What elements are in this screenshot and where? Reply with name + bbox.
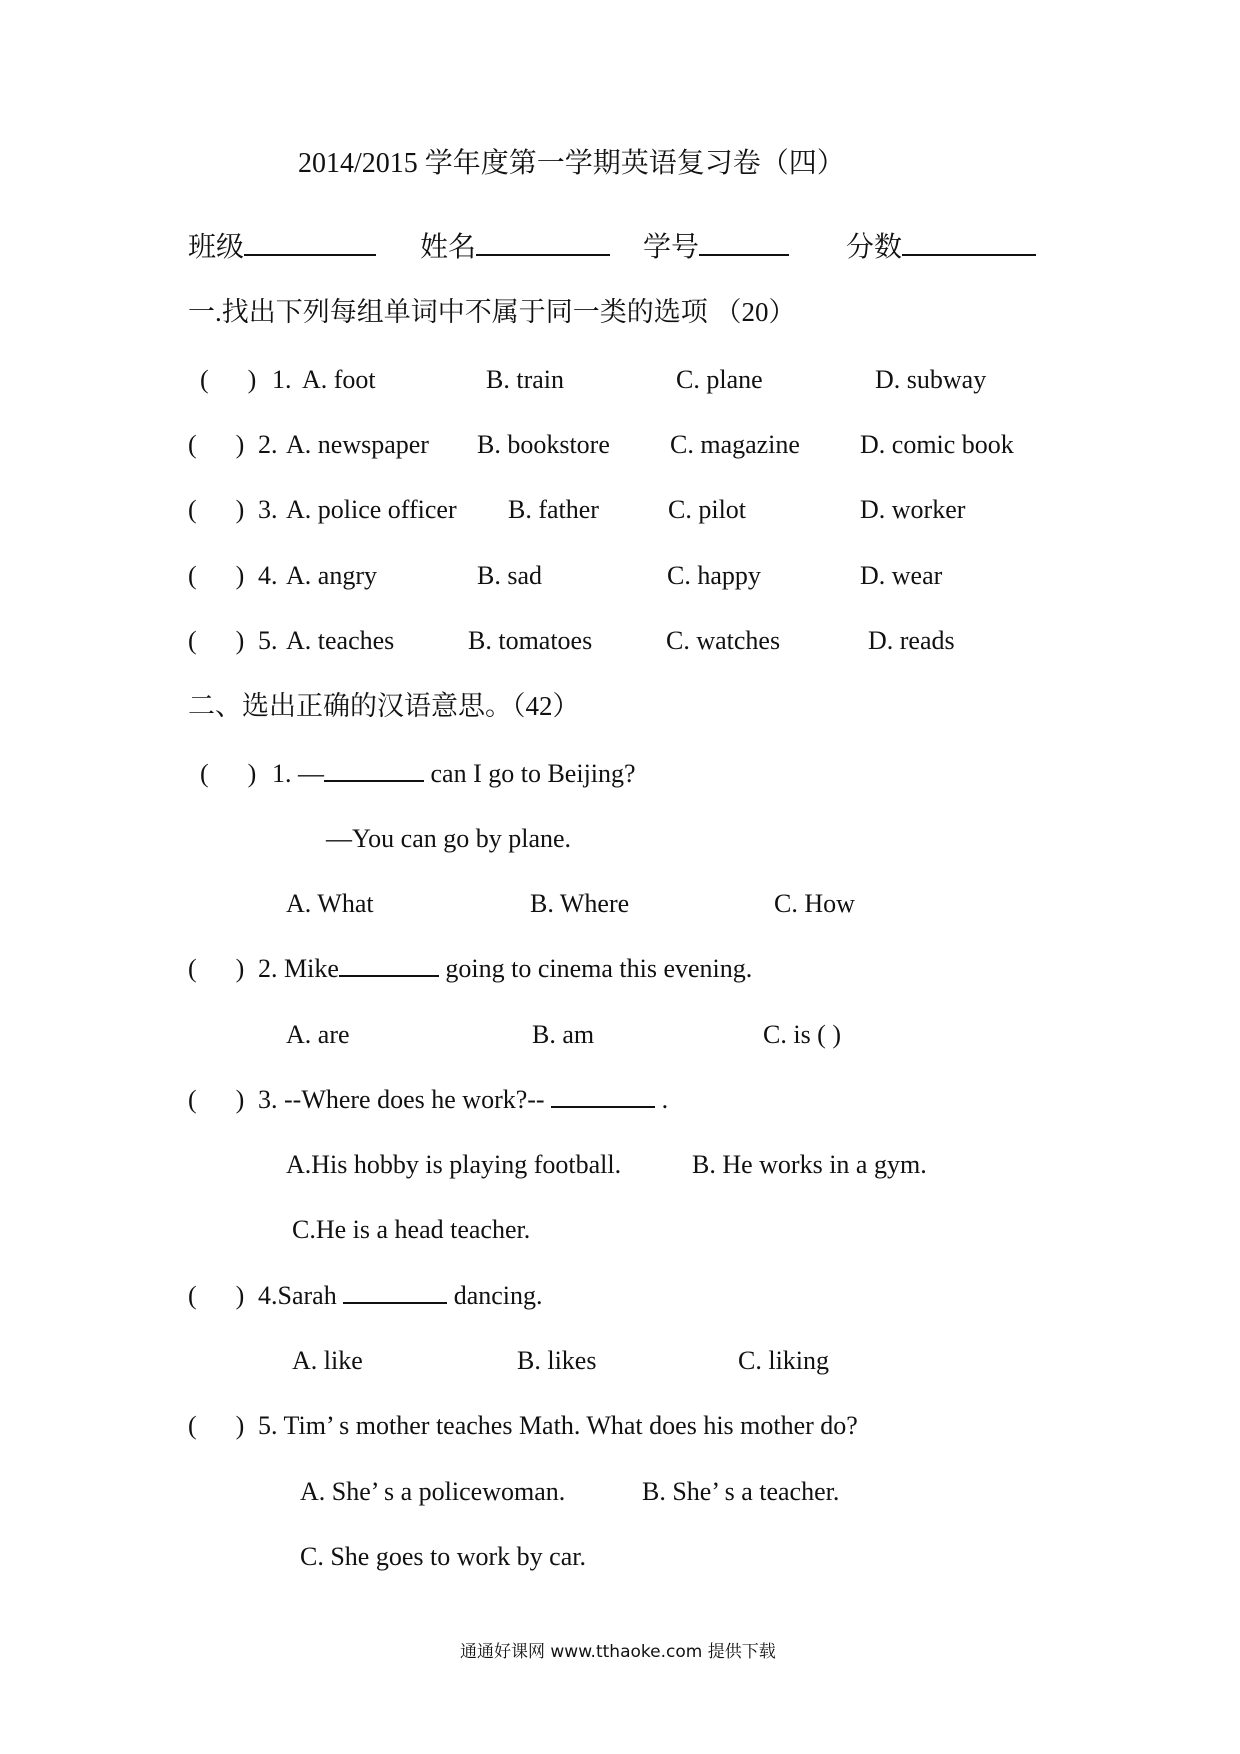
question-number: 4. bbox=[258, 561, 278, 590]
question-text bbox=[258, 1084, 668, 1116]
question-pre: 2. Mike bbox=[258, 954, 339, 983]
answer-paren[interactable]: ( ) bbox=[188, 954, 245, 983]
class-label: 班级 bbox=[188, 232, 245, 263]
option-b: B. tomatoes bbox=[468, 626, 593, 655]
answer-paren[interactable]: ( ) bbox=[188, 430, 245, 459]
option-a: A. are bbox=[286, 1020, 350, 1049]
option-a: A. angry bbox=[286, 561, 377, 590]
option-b: B. train bbox=[486, 365, 564, 394]
option-c: C. liking bbox=[738, 1346, 830, 1375]
score-label: 分数 bbox=[846, 232, 903, 263]
section1-heading: 一.找出下列每组单词中不属于同一类的选项 （20） bbox=[188, 297, 796, 327]
answer-line: —You can go by plane. bbox=[326, 824, 572, 853]
option-b: B. bookstore bbox=[477, 430, 610, 459]
answer-paren[interactable]: ( ) bbox=[188, 495, 245, 524]
option-c: C. watches bbox=[666, 626, 781, 655]
option-a: A. newspaper bbox=[286, 430, 429, 459]
section2-heading: 二、选出正确的汉语意思。（42） bbox=[188, 691, 580, 721]
option-a: A. She’ s a policewoman. bbox=[300, 1477, 566, 1506]
question-pre: 3. --Where does he work?-- bbox=[258, 1085, 545, 1114]
question-number: 3. bbox=[258, 495, 278, 524]
answer-paren[interactable]: ( ) bbox=[188, 561, 245, 590]
score-field bbox=[846, 232, 1036, 264]
option-c: C.He is a head teacher. bbox=[292, 1215, 531, 1244]
class-blank[interactable] bbox=[244, 232, 376, 256]
option-a: A. What bbox=[286, 889, 374, 918]
option-b: B. He works in a gym. bbox=[692, 1150, 927, 1179]
option-a: A.His hobby is playing football. bbox=[286, 1150, 622, 1179]
option-b: B. likes bbox=[517, 1346, 597, 1375]
question-text: 5. Tim’ s mother teaches Math. What does his mother do? bbox=[258, 1411, 858, 1440]
question-post: going to cinema this evening. bbox=[445, 954, 753, 983]
question-number: 1. bbox=[272, 365, 292, 394]
question-pre: 4.Sarah bbox=[258, 1281, 337, 1310]
question-post: can I go to Beijing? bbox=[430, 759, 636, 788]
option-c: C. is ( ) bbox=[763, 1020, 841, 1049]
answer-paren[interactable]: ( ) bbox=[188, 1085, 245, 1114]
option-b: B. sad bbox=[477, 561, 542, 590]
name-field bbox=[420, 232, 610, 264]
option-d: D. reads bbox=[868, 626, 955, 655]
option-c: C. pilot bbox=[668, 495, 747, 524]
footer-text: 通通好课网 www.tthaoke.com 提供下载 bbox=[460, 1642, 776, 1662]
option-a: A. teaches bbox=[286, 626, 395, 655]
option-b: B. She’ s a teacher. bbox=[642, 1477, 840, 1506]
page-title: 2014/2015 学年度第一学期英语复习卷（四） bbox=[298, 148, 845, 179]
answer-paren[interactable]: ( ) bbox=[188, 626, 245, 655]
fill-blank[interactable] bbox=[339, 953, 439, 977]
option-b: B. Where bbox=[530, 889, 630, 918]
fill-blank[interactable] bbox=[343, 1280, 447, 1304]
option-a: A. police officer bbox=[286, 495, 457, 524]
answer-paren[interactable]: ( ) bbox=[200, 365, 257, 394]
option-c: C. happy bbox=[667, 561, 761, 590]
option-b: B. am bbox=[532, 1020, 595, 1049]
option-c: C. She goes to work by car. bbox=[300, 1542, 586, 1571]
id-label: 学号 bbox=[643, 232, 700, 263]
option-c: C. magazine bbox=[670, 430, 800, 459]
option-d: D. comic book bbox=[860, 430, 1014, 459]
option-d: D. worker bbox=[860, 495, 966, 524]
score-blank[interactable] bbox=[902, 232, 1036, 256]
option-d: D. wear bbox=[860, 561, 943, 590]
id-blank[interactable] bbox=[699, 232, 789, 256]
option-b: B. father bbox=[508, 495, 599, 524]
answer-paren[interactable]: ( ) bbox=[188, 1411, 245, 1440]
name-blank[interactable] bbox=[476, 232, 610, 256]
name-label: 姓名 bbox=[420, 232, 477, 263]
option-a: A. like bbox=[292, 1346, 363, 1375]
option-a: A. foot bbox=[302, 365, 376, 394]
class-field bbox=[188, 232, 376, 264]
question-number: 5. bbox=[258, 626, 278, 655]
option-c: C. plane bbox=[676, 365, 763, 394]
question-pre: 1. — bbox=[272, 759, 324, 788]
question-post: . bbox=[661, 1085, 669, 1114]
question-post: dancing. bbox=[453, 1281, 543, 1310]
question-text bbox=[258, 953, 752, 985]
fill-blank[interactable] bbox=[324, 758, 424, 782]
fill-blank[interactable] bbox=[551, 1084, 655, 1108]
question-text bbox=[272, 758, 636, 790]
question-text bbox=[258, 1280, 543, 1312]
answer-paren[interactable]: ( ) bbox=[200, 759, 257, 788]
option-d: D. subway bbox=[875, 365, 987, 394]
option-c: C. How bbox=[774, 889, 855, 918]
question-number: 2. bbox=[258, 430, 278, 459]
answer-paren[interactable]: ( ) bbox=[188, 1281, 245, 1310]
id-field bbox=[643, 232, 789, 264]
